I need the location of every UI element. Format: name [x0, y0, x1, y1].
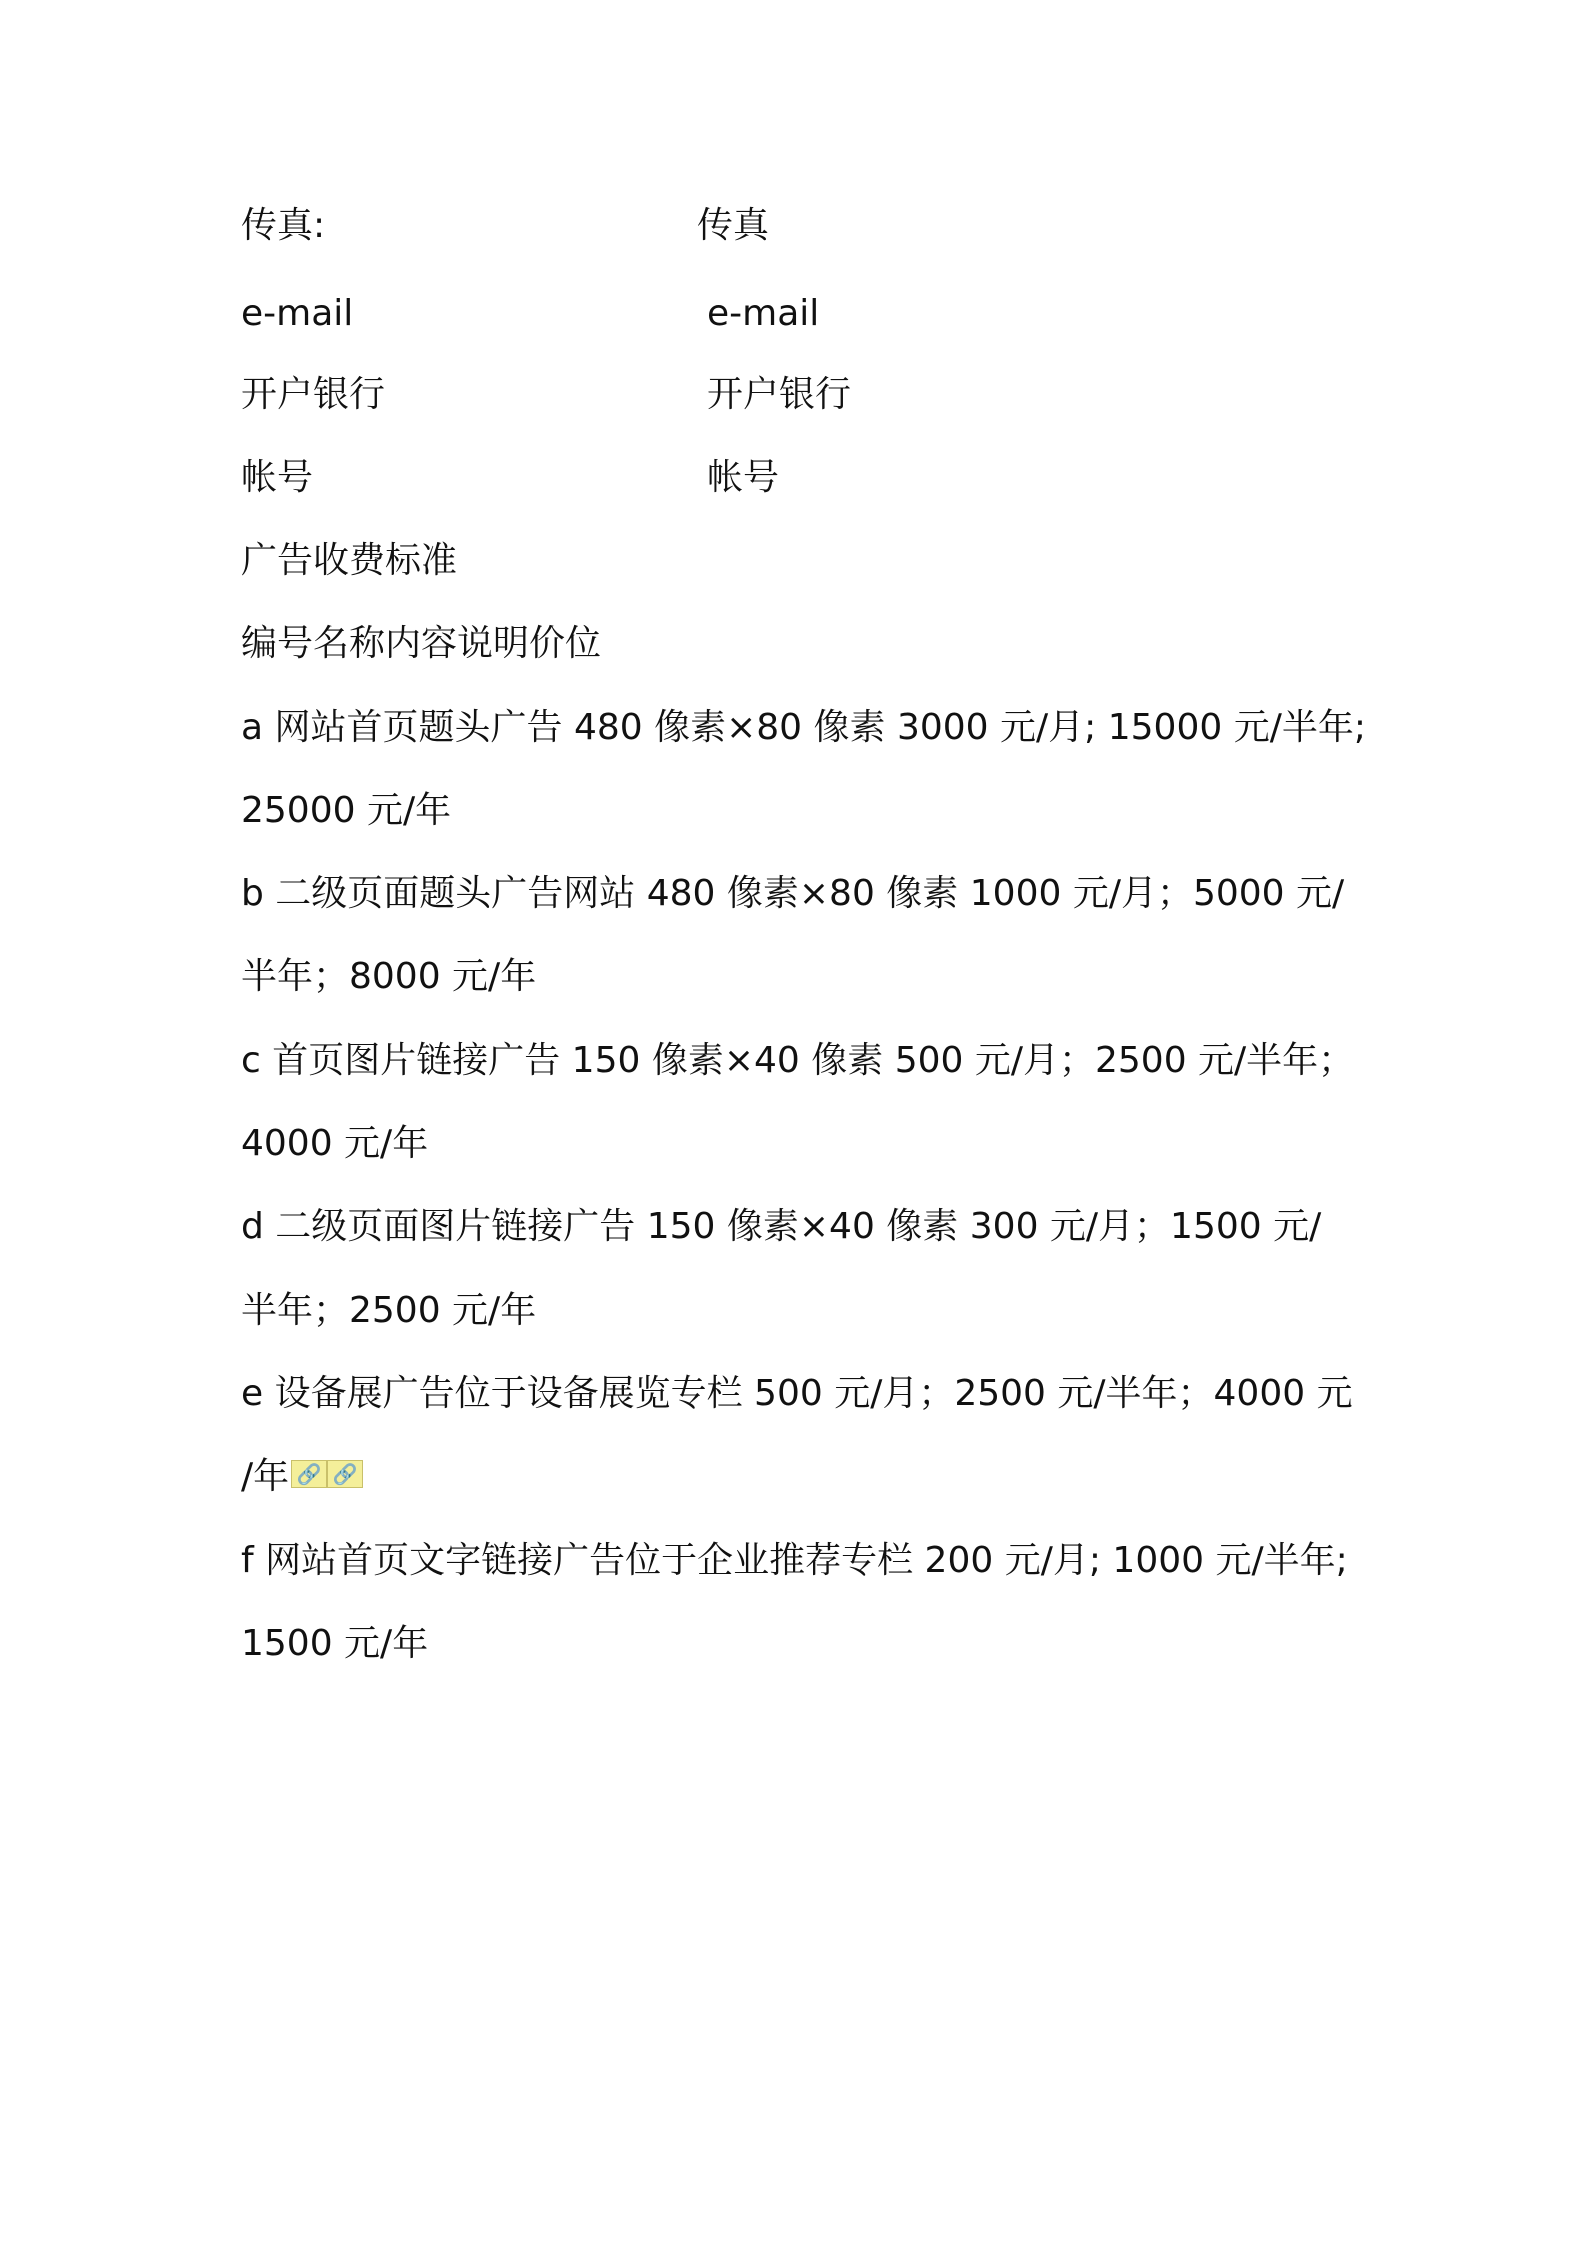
contact-row-account [241, 448, 1341, 508]
fax-label-left: 传真: [241, 205, 326, 246]
section-title: 广告收费标准 [241, 540, 458, 581]
price-line-b: b 二级页面题头广告网站 480 像素×80 像素 1000 元/月；5000 元/ [241, 873, 1345, 914]
price-line-e: e 设备展广告位于设备展览专栏 500 元/月；2500 元/半年；4000 元 [241, 1373, 1353, 1414]
inline-icon-group [291, 1460, 363, 1490]
contact-row-fax [241, 196, 1341, 256]
columns-header: 编号名称内容说明价位 [241, 623, 602, 664]
link-icon: 🔗 [327, 1460, 363, 1488]
price-line-d: d 二级页面图片链接广告 150 像素×40 像素 300 元/月；1500 元/ [241, 1206, 1322, 1247]
account-label-left: 帐号 [241, 457, 314, 498]
email-label-left: e-mail [241, 293, 354, 334]
price-line-e-cont: /年 [241, 1456, 290, 1497]
price-line-c-cont: 4000 元/年 [241, 1123, 429, 1164]
email-label-right: e-mail [707, 293, 820, 334]
link-icon: 🔗 [291, 1460, 327, 1488]
bank-label-right: 开户银行 [707, 374, 852, 415]
price-line-e-cont-wrapper [241, 1447, 1361, 1507]
price-line-f-cont: 1500 元/年 [241, 1623, 429, 1664]
fax-label-right: 传真 [697, 205, 770, 246]
account-label-right: 帐号 [707, 457, 780, 498]
contact-row-email [241, 284, 1341, 344]
price-line-f: f 网站首页文字链接广告位于企业推荐专栏 200 元/月; 1000 元/半年; [241, 1540, 1348, 1581]
price-line-a: a 网站首页题头广告 480 像素×80 像素 3000 元/月; 15000 元/半年; [241, 707, 1366, 748]
contact-row-bank [241, 365, 1341, 425]
price-line-c: c 首页图片链接广告 150 像素×40 像素 500 元/月；2500 元/半年； [241, 1040, 1355, 1081]
price-line-b-cont: 半年；8000 元/年 [241, 956, 537, 997]
bank-label-left: 开户银行 [241, 374, 386, 415]
price-line-a-cont: 25000 元/年 [241, 790, 452, 831]
price-line-d-cont: 半年；2500 元/年 [241, 1290, 537, 1331]
